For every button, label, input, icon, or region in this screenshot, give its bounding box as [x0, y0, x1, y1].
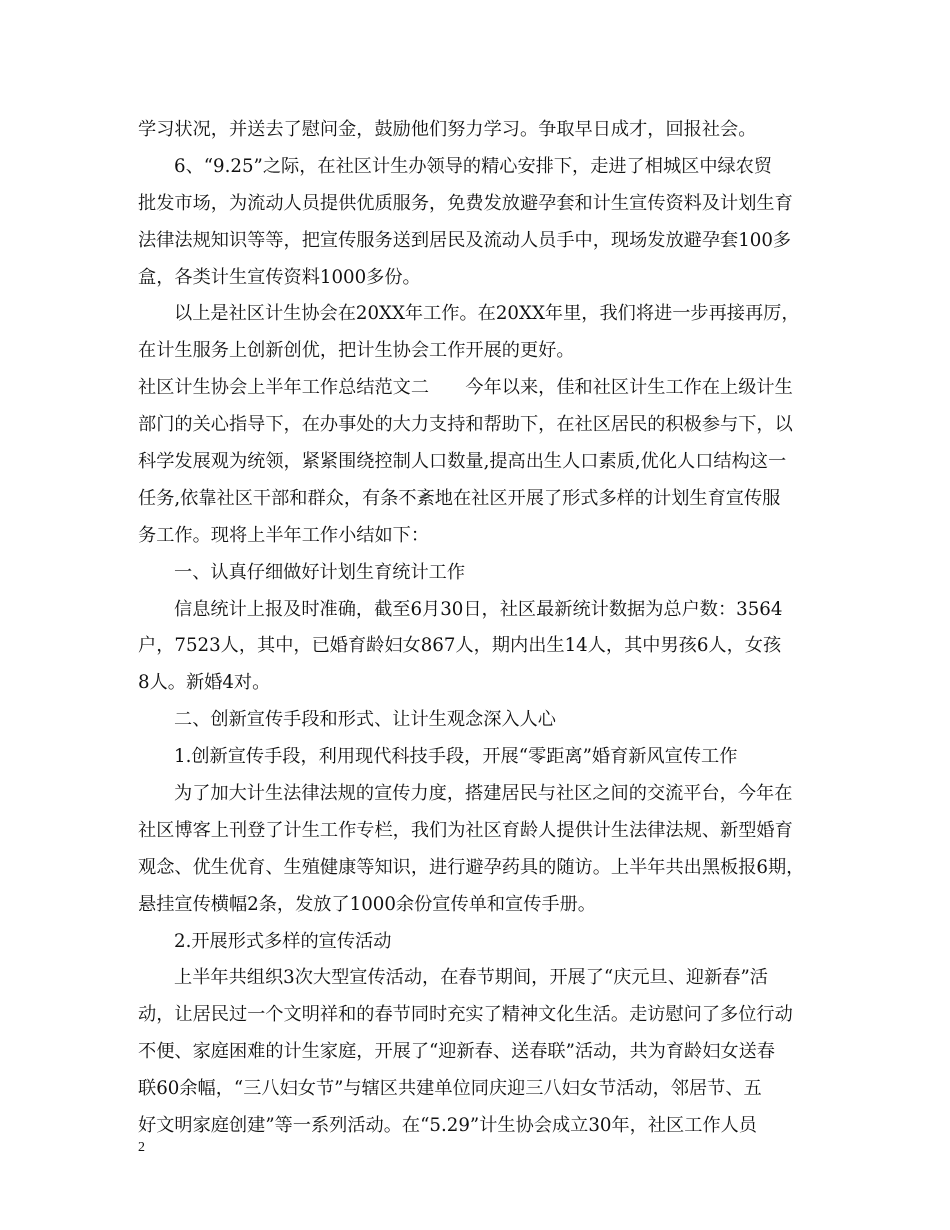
text-line: 部门的关心指导下，在办事处的大力支持和帮助下，在社区居民的积极参与下，以 — [138, 414, 793, 436]
text-line: 悬挂宣传横幅2条，发放了1000余份宣传单和宣传手册。 — [138, 893, 596, 915]
text-line: 在计生服务上创新创优，把计生协会工作开展的更好。 — [138, 340, 575, 362]
subsection-heading: 2.开展形式多样的宣传活动 — [174, 930, 392, 952]
text-line: 8人。新婚4对。 — [138, 672, 271, 694]
text-line: 信息统计上报及时准确，截至6月30日，社区最新统计数据为总户数：3564 — [174, 598, 783, 620]
text-line: 上半年共组织3次大型宣传活动，在春节期间，开展了“庆元旦、迎新春”活 — [174, 967, 768, 989]
text-line: 社区博客上刊登了计生工作专栏，我们为社区育龄人提供计生法律法规、新型婚育 — [138, 819, 793, 841]
subsection-heading: 1.创新宣传手段，利用现代科技手段，开展“零距离”婚育新风宣传工作 — [174, 746, 738, 768]
text-line: 务工作。现将上半年工作小结如下： — [138, 524, 430, 546]
text-line: 好文明家庭创建”等一系列活动。在“5.29”计生协会成立30年，社区工作人员 — [138, 1115, 757, 1137]
text-line: 户，7523人，其中，已婚育龄妇女867人，期内出生14人，其中男孩6人，女孩 — [138, 635, 782, 657]
page-number: 2 — [138, 1140, 145, 1155]
text-line: 观念、优生优育、生殖健康等知识，进行避孕药具的随访。上半年共出黑板报6期， — [138, 856, 805, 878]
text-line: 法律法规知识等等，把宣传服务送到居民及流动人员手中，现场发放避孕套100多 — [138, 229, 792, 251]
text-line: 任务,依靠社区干部和群众，有条不紊地在社区开展了形式多样的计划生育宣传服 — [138, 487, 781, 509]
text-line: 科学发展观为统领，紧紧围绕控制人口数量,提高出生人口素质,优化人口结构这一 — [138, 451, 787, 473]
text-line: 6、“9.25”之际，在社区计生办领导的精心安排下，走进了相城区中绿农贸 — [174, 155, 773, 177]
document-body — [138, 112, 830, 1145]
text-line: 联60余幅，“三八妇女节”与辖区共建单位同庆迎三八妇女节活动，邻居节、五 — [138, 1078, 762, 1100]
text-line: 以上是社区计生协会在20XX年工作。在20XX年里，我们将进一步再接再厉， — [174, 303, 800, 325]
text-line: 为了加大计生法律法规的宣传力度，搭建居民与社区之间的交流平台，今年在 — [174, 783, 793, 805]
text-line: 批发市场，为流动人员提供优质服务，免费发放避孕套和计生宣传资料及计划生育 — [138, 192, 793, 214]
section-heading: 二、创新宣传手段和形式、让计生观念深入人心 — [174, 709, 556, 731]
text-line: 盒，各类计生宣传资料1000多份。 — [138, 266, 421, 288]
section-heading: 一、认真仔细做好计划生育统计工作 — [174, 561, 466, 583]
text-line: 动，让居民过一个文明祥和的春节同时充实了精神文化生活。走访慰问了多位行动 — [138, 1004, 793, 1026]
text-line: 不便、家庭困难的计生家庭，开展了“迎新春、送春联”活动，共为育龄妇女送春 — [138, 1041, 775, 1063]
text-line: 社区计生协会上半年工作总结范文二 今年以来，佳和社区计生工作在上级计生 — [138, 377, 793, 399]
text-line: 学习状况，并送去了慰问金，鼓励他们努力学习。争取早日成才，回报社会。 — [138, 119, 757, 140]
